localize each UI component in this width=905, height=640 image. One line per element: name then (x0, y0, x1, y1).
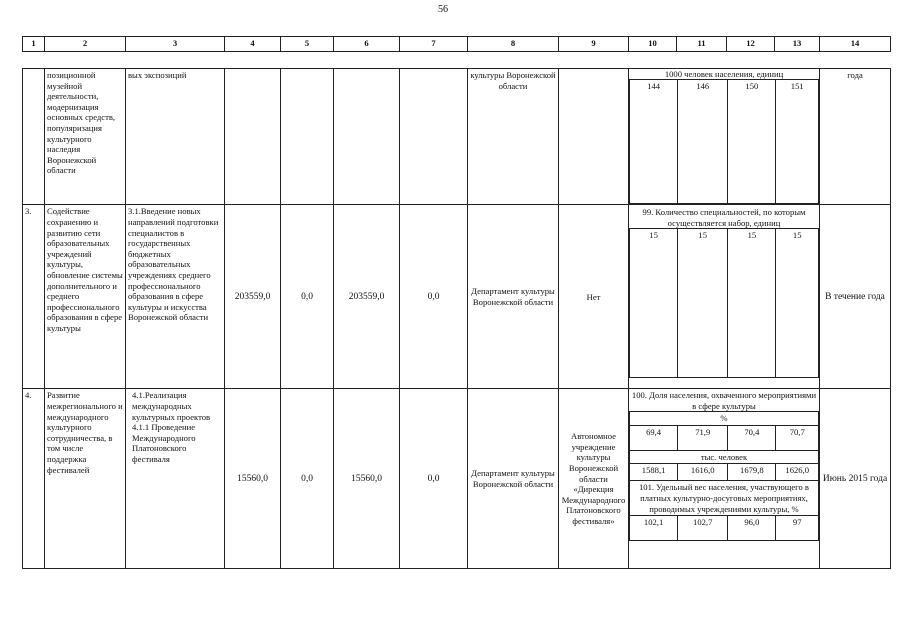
indicator-value: 1588,1 (630, 464, 678, 481)
funding-other: 0,0 (400, 205, 468, 389)
funding-federal: 0,0 (281, 389, 334, 569)
indicator-value: 15 (776, 229, 819, 378)
co-executor: Автономное учреждение культуры Воронежской области «Дирекция Международного Платоновского фестиваля» (559, 389, 629, 569)
indicator-values (629, 411, 819, 541)
responsible-executor: Департамент культуры Воронежской области (468, 205, 559, 389)
responsible-executor: культуры Воронежской области (468, 69, 559, 205)
header-cell: 9 (559, 37, 629, 52)
row-number: 4. (23, 389, 45, 569)
deadline: года (820, 69, 891, 205)
indicator-value: 102,1 (630, 516, 678, 541)
table-row-continued (23, 69, 891, 205)
header-cell: 4 (225, 37, 281, 52)
activity-subitem: 4.1.1 Проведение Международного Платоновского фестиваля (132, 422, 196, 464)
indicator-value: 15 (630, 229, 678, 378)
activity-name: вых экспозиций (126, 69, 225, 205)
indicator-value: 151 (776, 80, 819, 204)
page-number: 56 (438, 4, 448, 15)
header-cell: 7 (400, 37, 468, 52)
co-executor: Нет (559, 205, 629, 389)
indicator-value: 144 (630, 80, 678, 204)
indicator-unit: % (630, 412, 819, 426)
indicator-value: 1679,8 (728, 464, 776, 481)
indicator-values (629, 228, 819, 378)
header-cell: 12 (727, 37, 775, 52)
funding-federal: 0,0 (281, 205, 334, 389)
header-cell: 2 (45, 37, 126, 52)
indicator-caption: 101. Удельный вес населения, участвующего в платных культурно-досуговых мероприятиях, проводимых учреждениями культуры, % (630, 481, 819, 516)
funding-total: 15560,0 (225, 389, 281, 569)
funding-total: 203559,0 (225, 205, 281, 389)
indicator-value: 1626,0 (776, 464, 819, 481)
measure-name: позиционной музейной деятельности, модернизация основных средств, популяризация культурного наследия Воронежской области (45, 69, 126, 205)
header-cell: 5 (281, 37, 334, 52)
indicator-value: 15 (678, 229, 728, 378)
header-cell: 13 (775, 37, 820, 52)
measure-name: Развитие межрегионального и международного культурного сотрудничества, в том числе поддержка фестивалей (45, 389, 126, 569)
activity-name (126, 389, 225, 569)
indicator-values (629, 79, 819, 204)
header-cell: 6 (334, 37, 400, 52)
row-number: 3. (23, 205, 45, 389)
indicator-value: 150 (728, 80, 776, 204)
indicator-value: 96,0 (728, 516, 776, 541)
indicator-value: 15 (728, 229, 776, 378)
indicator-caption: 99. Количество специальностей, по которым осуществляется набор, единиц (642, 207, 806, 228)
header-cell: 14 (820, 37, 891, 52)
indicator-value: 146 (678, 80, 728, 204)
header-cell: 1 (23, 37, 45, 52)
header-cell: 11 (677, 37, 727, 52)
funding-regional: 203559,0 (334, 205, 400, 389)
deadline: Июнь 2015 года (820, 389, 891, 569)
responsible-executor: Департамент культуры Воронежской области (468, 389, 559, 569)
indicator-value: 97 (776, 516, 819, 541)
header-cell: 3 (126, 37, 225, 52)
indicator-value: 70,7 (776, 425, 819, 450)
indicator-value: 71,9 (678, 425, 728, 450)
table-row-4 (23, 389, 891, 569)
spacer-row (23, 52, 891, 69)
indicator-unit: тыс. человек (630, 450, 819, 464)
activity-name: 3.1.Введение новых направлений подготовки специалистов в государственных бюджетных образовательных учреждениях среднего профессионального образования в сфере культуры и искусства Воронежской области (126, 205, 225, 389)
measure-name: Содействие сохранению и развитию сети образовательных учреждений культуры, обновление системы дополнительного и среднего профессионального образования в сфере культуры (45, 205, 126, 389)
header-row (23, 37, 891, 52)
indicator-caption: 1000 человек населения, единиц (664, 69, 784, 79)
indicator-value: 102,7 (678, 516, 728, 541)
deadline: В течение года (820, 205, 891, 389)
table-row-3 (23, 205, 891, 389)
funding-other: 0,0 (400, 389, 468, 569)
indicator-value: 1616,0 (678, 464, 728, 481)
indicator-value: 69,4 (630, 425, 678, 450)
program-table (22, 36, 891, 569)
indicator-caption: 100. Доля населения, охваченного мероприятиями в сфере культуры (631, 390, 817, 411)
header-cell: 10 (629, 37, 677, 52)
indicator-value: 70,4 (728, 425, 776, 450)
funding-regional: 15560,0 (334, 389, 400, 569)
activity-subitem: 4.1.Реализация международных культурных проектов (132, 390, 211, 422)
header-cell: 8 (468, 37, 559, 52)
